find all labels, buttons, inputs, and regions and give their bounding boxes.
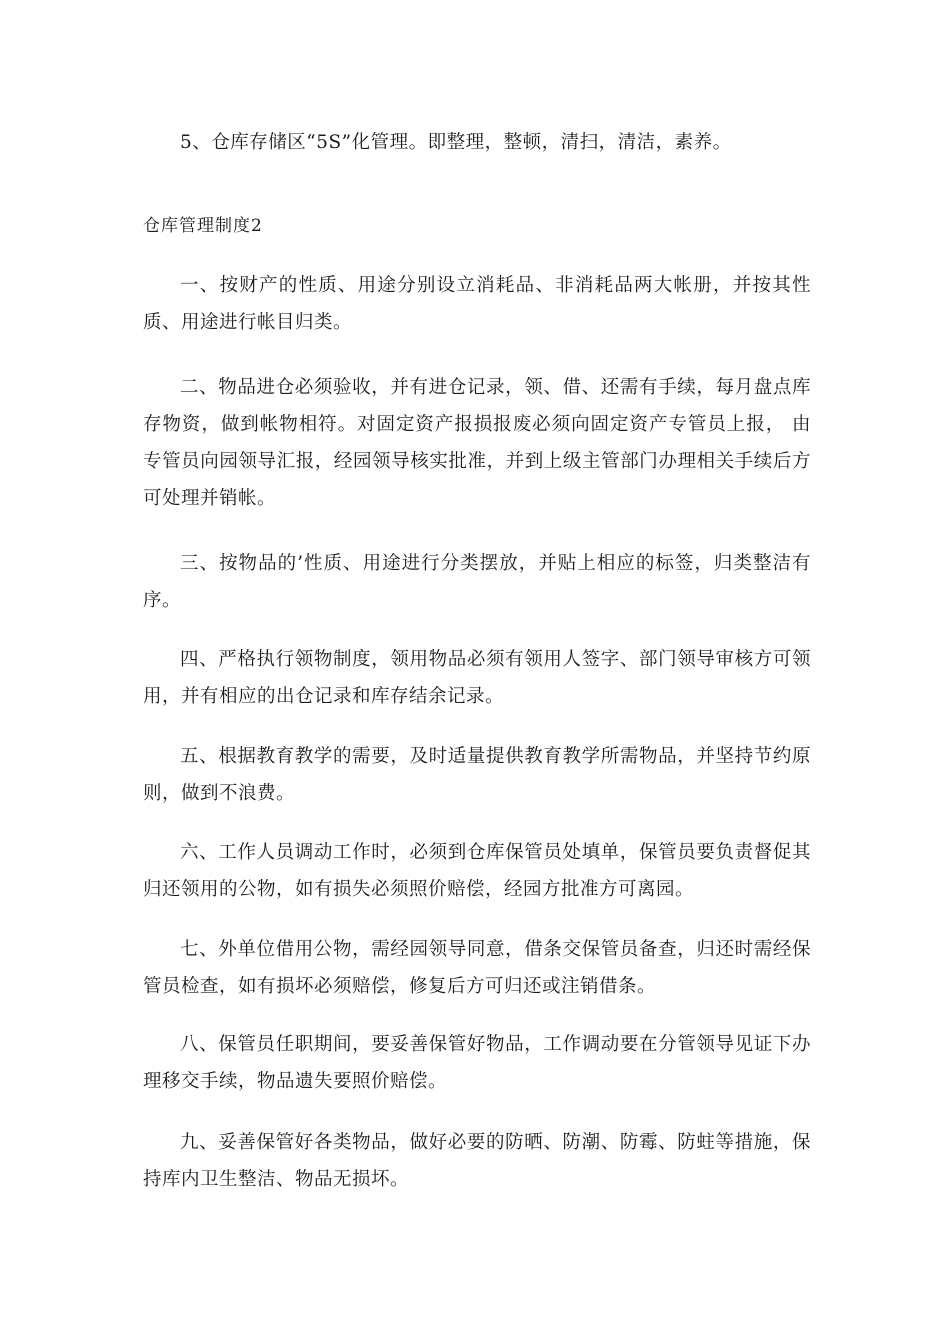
paragraph-6: 六、工作人员调动工作时，必须到仓库保管员处填单，保管员要负责督促其归还领用的公物，如有损失必须照价赔偿，经园方批准方可离园。 [143, 842, 811, 900]
paragraph-9: 九、妥善保管好各类物品，做好必要的防晒、防潮、防霉、防蛀等措施，保持库内卫生整洁、物品无损坏。 [143, 1132, 811, 1190]
section-title: 仓库管理制度2 [143, 216, 263, 236]
paragraph-5s: 5、仓库存储区“5S”化管理。即整理，整顿，清扫，清洁，素养。 [180, 132, 732, 153]
paragraph-2: 二、物品进仓必须验收，并有进仓记录，领、借、还需有手续，每月盘点库存物资，做到帐物相符。对固定资产报损报废必须向固定资产专管员上报， 由专管员向园领导汇报，经园领导核实批准，并到上级主管部门办理相关手续后方可处理并销帐。 [143, 377, 811, 509]
paragraph-1: 一、按财产的性质、用途分别设立消耗品、非消耗品两大帐册，并按其性质、用途进行帐目归类。 [143, 275, 811, 333]
paragraph-5: 五、根据教育教学的需要，及时适量提供教育教学所需物品，并坚持节约原则，做到不浪费。 [143, 746, 811, 804]
paragraph-7: 七、外单位借用公物，需经园领导同意，借条交保管员备查，归还时需经保管员检查，如有损坏必须赔偿，修复后方可归还或注销借条。 [143, 939, 811, 997]
paragraph-8: 八、保管员任职期间，要妥善保管好物品，工作调动要在分管领导见证下办理移交手续，物品遗失要照价赔偿。 [143, 1034, 811, 1092]
paragraph-4: 四、严格执行领物制度，领用物品必须有领用人签字、部门领导审核方可领用，并有相应的出仓记录和库存结余记录。 [143, 649, 811, 707]
paragraph-3: 三、按物品的’性质、用途进行分类摆放，并贴上相应的标签，归类整洁有序。 [143, 553, 811, 611]
